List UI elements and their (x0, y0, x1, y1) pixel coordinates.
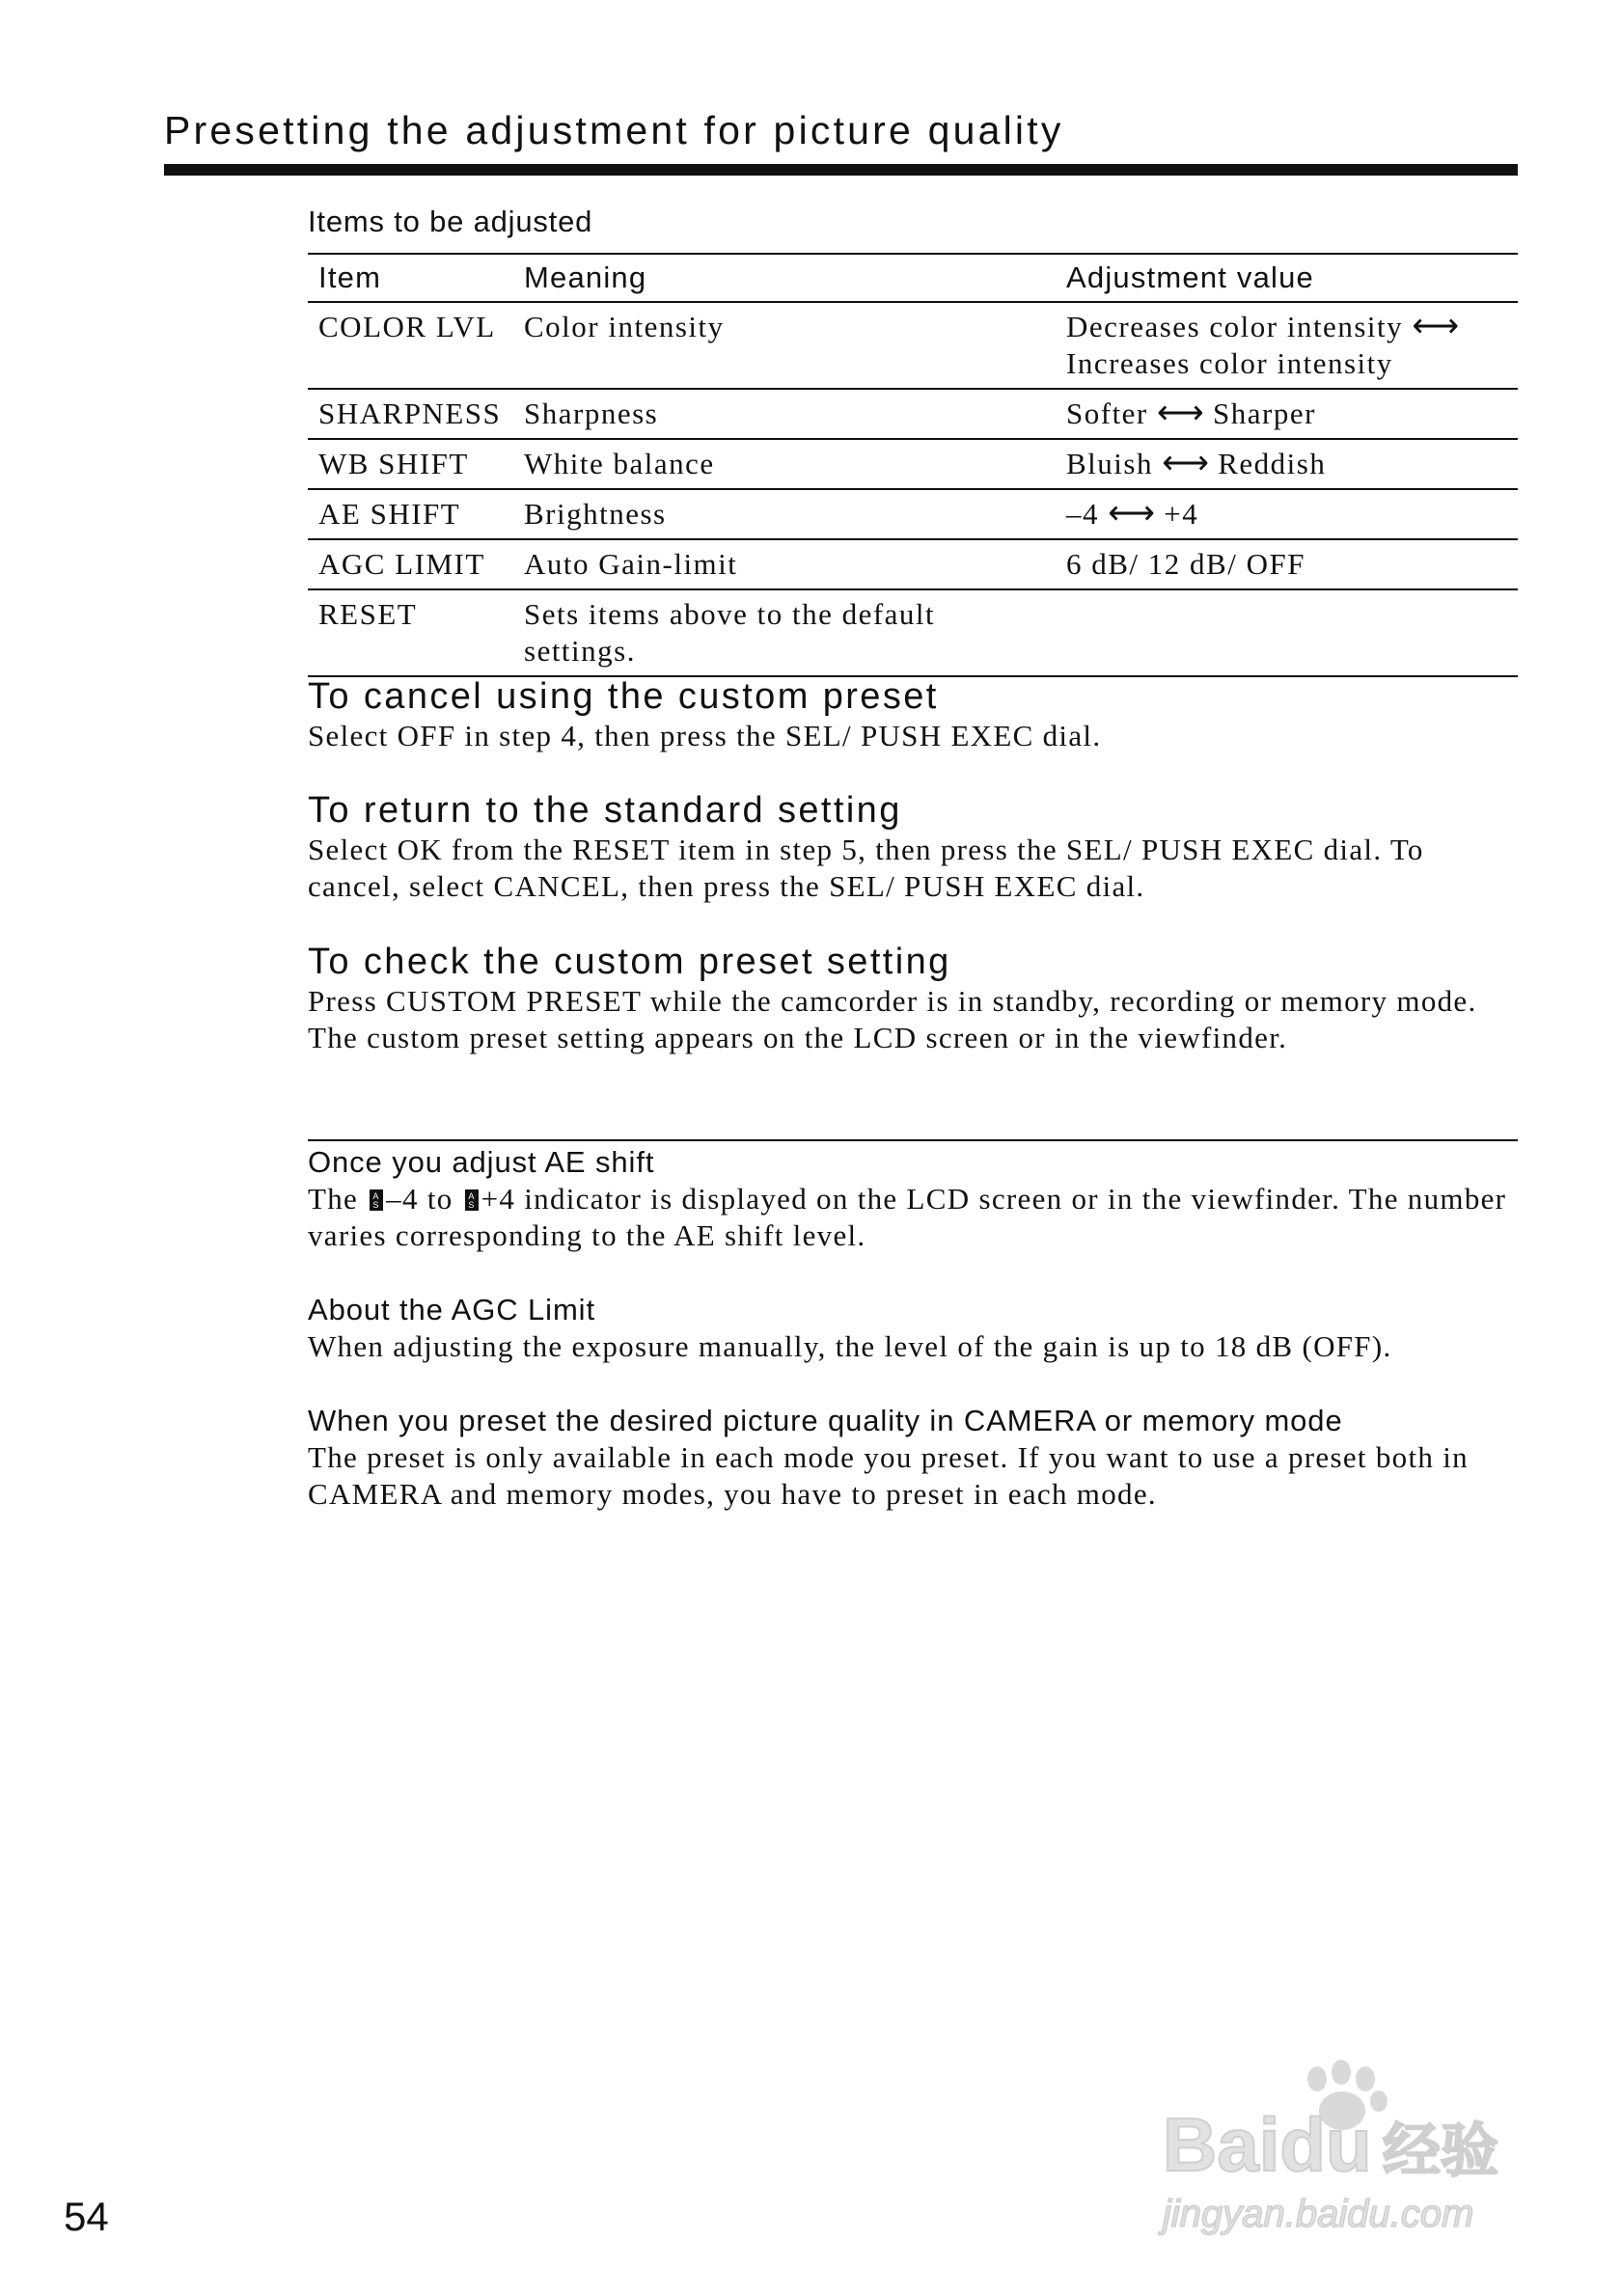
cell-item: SHARPNESS (308, 389, 513, 439)
adjustment-table (308, 253, 1518, 677)
table-row (308, 439, 1518, 489)
table-row (308, 589, 1518, 676)
cell-meaning: Sets items above to the default settings. (513, 589, 1056, 676)
notes-divider (308, 1139, 1518, 1141)
note-heading: When you preset the desired picture quality in CAMERA or memory mode (308, 1404, 1343, 1437)
cell-item: WB SHIFT (308, 439, 513, 489)
svg-text:S: S (467, 1200, 476, 1210)
note-text: The (308, 1182, 359, 1216)
note-camera-memory-mode (308, 1403, 1518, 1513)
column-header-meaning: Meaning (513, 254, 1056, 302)
cell-value (1056, 389, 1518, 439)
table-row (308, 489, 1518, 539)
ae-shift-indicator-icon (465, 1189, 479, 1211)
table-row (308, 389, 1518, 439)
value-right: Sharper (1213, 396, 1316, 430)
value-right: Reddish (1218, 447, 1327, 480)
svg-text:S: S (372, 1200, 380, 1210)
note-text: +4 indicator is displayed on the LCD screen or in the viewfinder. The number varies corresponding to the AE shift level. (308, 1182, 1507, 1252)
value-left: Decreases color intensity (1066, 310, 1404, 343)
section-heading: To return to the standard setting (308, 790, 902, 831)
baidu-jingyan-watermark (1153, 2055, 1539, 2248)
cell-meaning: Brightness (513, 489, 1056, 539)
cell-item: AE SHIFT (308, 489, 513, 539)
table-row (308, 302, 1518, 389)
section-body: The custom preset setting appears on the LCD screen or in the viewfinder. (308, 1021, 1288, 1054)
section-body: Select OFF in step 4, then press the SEL/ PUSH EXEC dial. (308, 719, 1102, 752)
section-heading: To check the custom preset setting (308, 942, 951, 982)
page-number: 54 (64, 2194, 109, 2239)
cell-value (1056, 589, 1518, 676)
note-body (308, 1181, 1518, 1254)
column-header-adjustment-value: Adjustment value (1056, 254, 1518, 302)
column-header-item: Item (308, 254, 513, 302)
note-ae-shift (308, 1144, 1518, 1254)
watermark-url-text: jingyan.baidu.com (1163, 2193, 1474, 2235)
note-text: –4 to (386, 1182, 453, 1216)
cell-value (1056, 489, 1518, 539)
value-left: Bluish (1066, 447, 1153, 480)
note-body: The preset is only available in each mode you preset. If you want to use a preset both in CAMERA and memory modes, you have to preset in each mode. (308, 1440, 1469, 1511)
cell-value (1056, 302, 1518, 389)
note-heading: About the AGC Limit (308, 1293, 595, 1326)
value-right: +4 (1164, 497, 1199, 531)
cell-meaning: White balance (513, 439, 1056, 489)
double-arrow-icon: ⟷ (1157, 396, 1204, 431)
title-rule (164, 164, 1518, 176)
page-title: Presetting the adjustment for picture quality (164, 108, 1064, 152)
double-arrow-icon: ⟷ (1412, 309, 1460, 344)
cell-item: AGC LIMIT (308, 539, 513, 589)
note-body: When adjusting the exposure manually, the level of the gain is up to 18 dB (OFF). (308, 1329, 1392, 1363)
cell-item: COLOR LVL (308, 302, 513, 389)
table-caption: Items to be adjusted (308, 205, 593, 238)
section-heading: To cancel using the custom preset (308, 676, 939, 717)
cell-value: 6 dB/ 12 dB/ OFF (1056, 539, 1518, 589)
cell-meaning: Sharpness (513, 389, 1056, 439)
note-heading: Once you adjust AE shift (308, 1145, 655, 1179)
cell-item: RESET (308, 589, 513, 676)
watermark-cn-text: 经验 (1383, 2118, 1498, 2185)
section-body: Press CUSTOM PRESET while the camcorder is in standby, recording or memory mode. (308, 984, 1477, 1018)
section-check-preset (308, 941, 1518, 1056)
section-body: Select OK from the RESET item in step 5, then press the SEL/ PUSH EXEC dial. To cancel, select CANCEL, then press the SEL/ PUSH EXEC dial. (308, 833, 1424, 903)
svg-text:A: A (372, 1191, 380, 1201)
value-left: Softer (1066, 396, 1148, 430)
cell-meaning: Auto Gain-limit (513, 539, 1056, 589)
svg-text:A: A (467, 1191, 476, 1201)
double-arrow-icon: ⟷ (1108, 496, 1155, 532)
table-row (308, 539, 1518, 589)
note-agc-limit (308, 1292, 1518, 1365)
value-left: –4 (1066, 497, 1099, 531)
watermark-main-text: Baidu (1163, 2102, 1372, 2187)
double-arrow-icon: ⟷ (1162, 446, 1209, 481)
section-cancel-preset (308, 675, 1518, 754)
table-header-row (308, 254, 1518, 302)
value-right: Increases color intensity (1066, 346, 1393, 380)
ae-shift-indicator-icon (370, 1189, 383, 1211)
cell-value (1056, 439, 1518, 489)
cell-meaning: Color intensity (513, 302, 1056, 389)
section-return-standard (308, 789, 1518, 905)
